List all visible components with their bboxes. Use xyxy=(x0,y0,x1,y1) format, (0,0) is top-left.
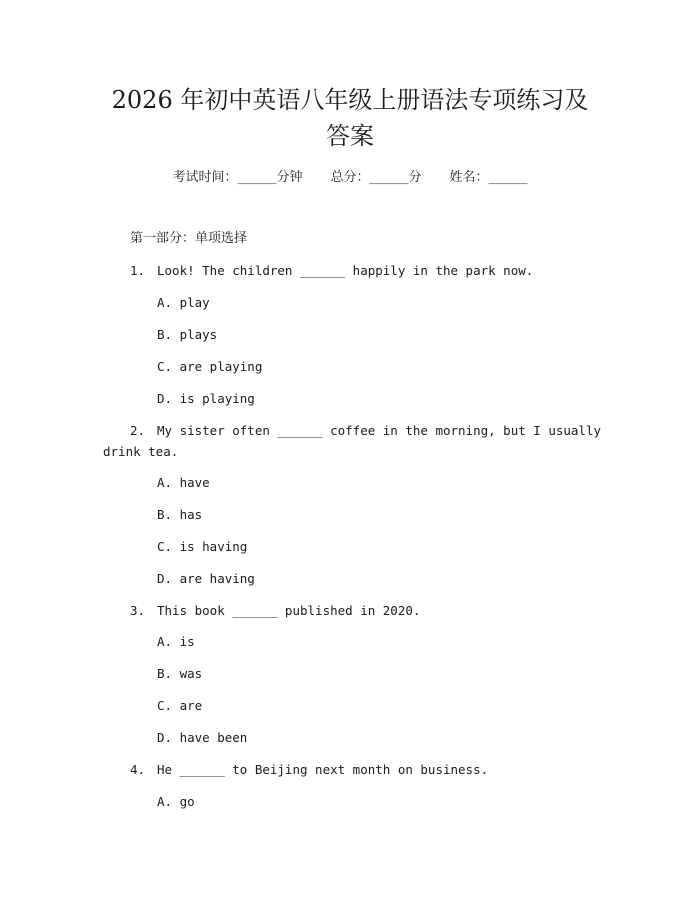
exam-meta xyxy=(0,168,700,188)
question-text: My sister often ______ coffee in the morning, but I usually xyxy=(157,423,602,438)
document-title xyxy=(70,82,630,154)
title-line-1: 2026 年初中英语八年级上册语法专项练习及 xyxy=(111,86,589,114)
option-item: D. have been xyxy=(157,730,248,745)
question-number: 4. xyxy=(130,762,146,777)
question-text: Look! The children ______ happily in the park now. xyxy=(157,263,534,278)
option-item: C. are playing xyxy=(157,359,263,374)
option-item: B. was xyxy=(157,666,203,681)
question-number: 1. xyxy=(130,263,146,278)
question-text-continued: drink tea. xyxy=(103,444,179,459)
question-number: 2. xyxy=(130,423,146,438)
title-line-2: 答案 xyxy=(326,122,374,150)
name-field: 姓名：______ xyxy=(449,170,528,185)
question-text: He ______ to Beijing next month on business. xyxy=(157,762,489,777)
question-number: 3. xyxy=(130,603,146,618)
option-item: D. are having xyxy=(157,571,255,586)
option-item: B. plays xyxy=(157,327,218,342)
option-item: D. is playing xyxy=(157,391,255,406)
total-score-field: 总分：______分 xyxy=(330,170,422,185)
option-item: A. have xyxy=(157,475,210,490)
option-item: A. go xyxy=(157,794,195,809)
option-item: A. is xyxy=(157,634,195,649)
option-item: C. are xyxy=(157,698,203,713)
question-text: This book ______ published in 2020. xyxy=(157,603,421,618)
section-title: 第一部分：单项选择 xyxy=(130,231,248,246)
option-item: C. is having xyxy=(157,539,248,554)
option-item: A. play xyxy=(157,295,210,310)
exam-time-field: 考试时间：______分钟 xyxy=(172,170,303,185)
option-item: B. has xyxy=(157,507,203,522)
